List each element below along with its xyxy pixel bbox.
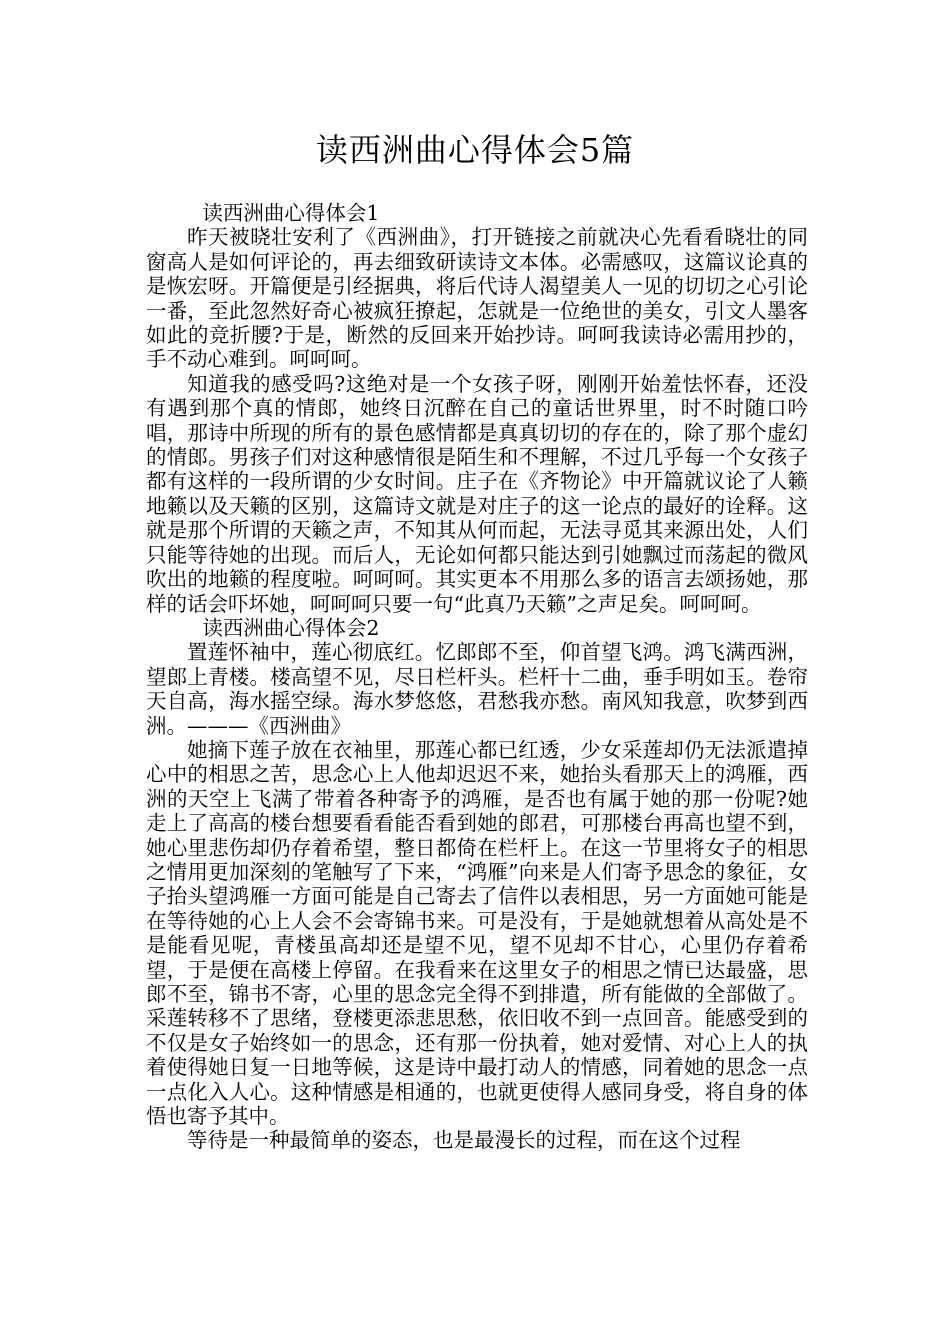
section-heading: 读西洲曲心得体会1: [202, 201, 380, 225]
body-paragraph: 她摘下莲子放在衣袖里，那莲心都已红透，少女采莲却仍无法派遣掉心中的相思之苦，思念心上人他却迟迟不来，她抬头看那天上的鸿雁，西洲的天空上飞满了带着各种寄予的鸿雁，是否也有属于她的那一份呢?她走上了高高的楼台想要看看能否看到她的郎君，可那楼台再高也望不到，她心里悲伤却仍存着希望，整日都倚在栏杆上。在这一节里将女子的相思之情用更加深刻的笔触写了下来，“鸿雁”向来是人们寄予思念的象征，女子抬头望鸿雁一方面可能是自己寄去了信件以表相思，另一方面她可能是在等待她的心上人会不会寄锦书来。可是没有，于是她就想着从高处是不是能看见呢，青楼虽高却还是望不见，望不见却不甘心，心里仍存着希望，于是便在高楼上停留。在我看来在这里女子的相思之情已达最盛，思郎不至，锦书不寄，心里的思念完全得不到排遣，所有能做的全部做了。采莲转移不了思绪，登楼更添悲思愁，依旧收不到一点回音。能感受到的不仅是女子始终如一的思念，还有那一份执着，她对爱情、对心上人的执着使得她日复一日地等候，这是诗中最打动人的情感，同着她的思念一点一点化入人心。这种情感是相通的，也就更使得人感同身受，将自身的体悟也寄予其中。: [146, 737, 808, 1129]
body-paragraph: 知道我的感受吗?这绝对是一个女孩子呀，刚刚开始羞怯怀春，还没有遇到那个真的情郎，她终日沉醉在自己的童话世界里，时不时随口吟唱，那诗中所现的所有的景色感情都是真真切切的存在的，除了那个虚幻的情郎。男孩子们对这种感情很是陌生和不理解，不过几乎每一个女孩子都有这样的一段所谓的少女时间。庄子在《齐物论》中开篇就议论了人籁地籁以及天籁的区别，这篇诗文就是对庄子的这一论点的最好的诠释。这就是那个所谓的天籁之声，不知其从何而起，无法寻觅其来源出处，人们只能等待她的出现。而后人，无论如何都只能达到引她飘过而荡起的微风吹出的地籁的程度啦。呵呵呵。其实更本不用那么多的语言去颂扬她，那样的话会吓坏她，呵呵呵只要一句“此真乃天籁”之声足矣。呵呵呵。: [146, 371, 808, 616]
section-heading: 读西洲曲心得体会2: [202, 615, 380, 640]
document-title: 读西洲曲心得体会5篇: [315, 131, 635, 169]
body-paragraph: 等待是一种最简单的姿态，也是最漫长的过程，而在这个过程: [187, 1128, 741, 1153]
document-body: [146, 201, 808, 1153]
body-paragraph: 昨天被晓壮安利了《西洲曲》，打开链接之前就决心先看看晓壮的同窗高人是如何评论的，再去细致研读诗文本体。必需感叹，这篇议论真的是恢宏呀。开篇便是引经据典，将后代诗人渴望美人一见的切切之心引论一番，至此忽然好奇心被疯狂撩起，怎就是一位绝世的美女，引文人墨客如此的竞折腰?于是，断然的反回来开始抄诗。呵呵我读诗必需用抄的，手不动心难到。呵呵呵。: [146, 225, 808, 372]
poem-paragraph: 置莲怀袖中，莲心彻底红。忆郎郎不至，仰首望飞鸿。鸿飞满西洲，望郎上青楼。楼高望不见，尽日栏杆头。栏杆十二曲，垂手明如玉。卷帘天自高，海水摇空绿。海水梦悠悠，君愁我亦愁。南风知我意，吹梦到西洲。———《西洲曲》: [146, 640, 808, 738]
